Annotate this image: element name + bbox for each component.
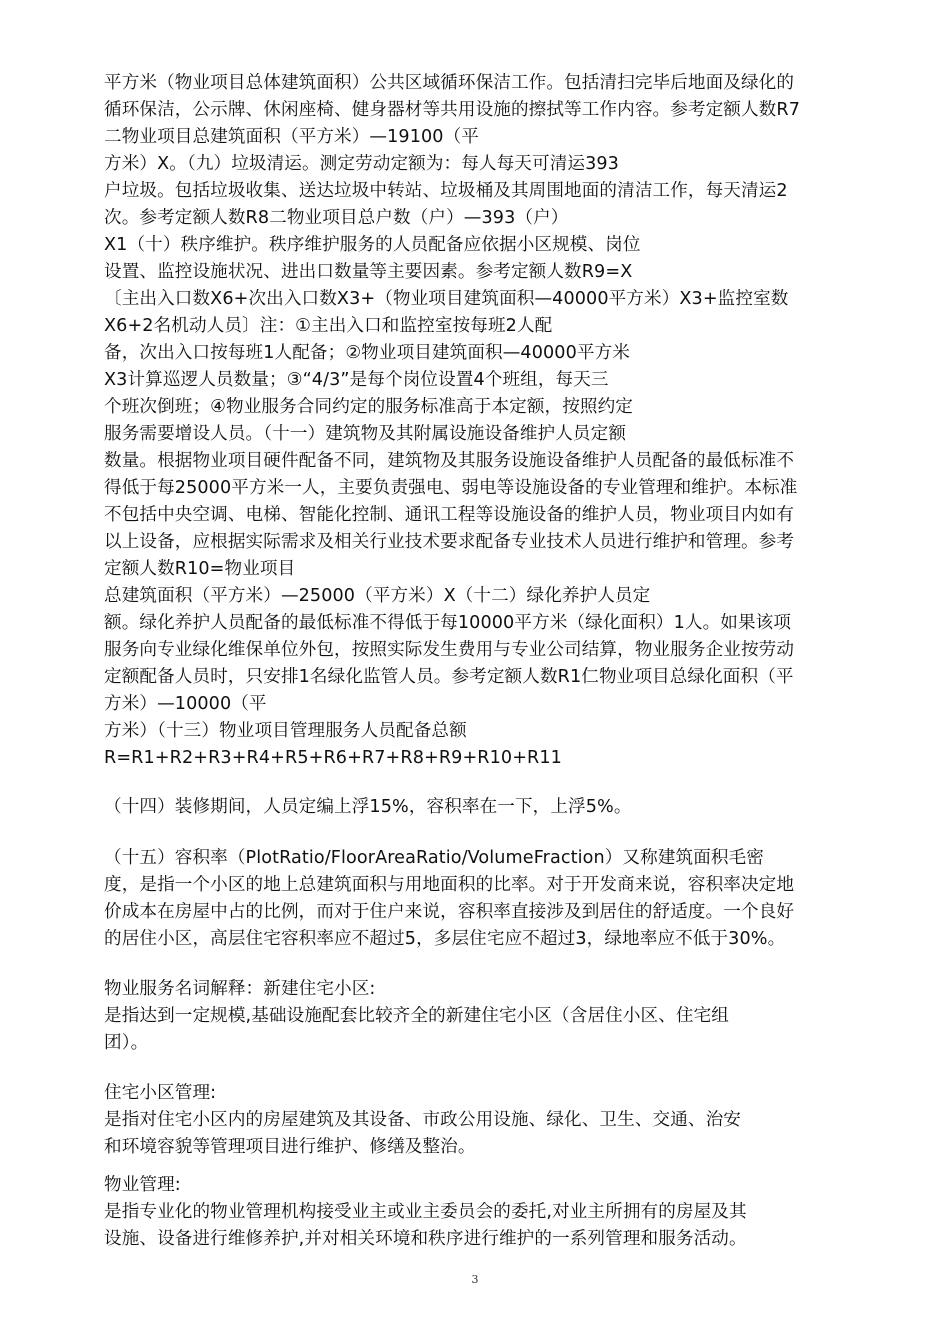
text-line: 度，是指一个小区的地上总建筑面积与用地面积的比率。对于开发商来说，容积率决定地 — [104, 875, 795, 895]
text-line: 是指专业化的物业管理机构接受业主或业主委员会的委托,对业主所拥有的房屋及其 — [104, 1202, 747, 1222]
text-line: 不包括中央空调、电梯、智能化控制、通讯工程等设施设备的维护人员，物业项目内如有 — [104, 505, 795, 525]
text-line: 方米）X。（九）垃圾清运。测定劳动定额为：每人每天可清运393 — [104, 154, 619, 174]
text-line: 服务需要增设人员。（十一）建筑物及其附属设施设备维护人员定额 — [104, 424, 627, 444]
text-line: 团）。 — [104, 1033, 149, 1053]
text-line: 定额配备人员时，只安排1名绿化监管人员。参考定额人数R1仁物业项目总绿化面积（平 — [104, 667, 794, 687]
text-line: 和环境容貌等管理项目进行维护、修缮及整治。 — [104, 1137, 476, 1157]
text-line: X6+2名机动人员〕注：①主出入口和监控室按每班2人配 — [104, 316, 553, 336]
text-line: 次。参考定额人数R8二物业项目总户数（户）—393（户） — [104, 208, 569, 228]
text-line: 个班次倒班；④物业服务合同约定的服务标准高于本定额，按照约定 — [104, 397, 633, 417]
paragraph-15: （十五）容积率（PlotRatio/FloorAreaRatio/VolumeFraction）又称建筑面积毛密 — [104, 848, 764, 868]
text-line: 平方米（物业项目总体建筑面积）公共区域循环保洁工作。包括清扫完毕后地面及绿化的 — [104, 73, 795, 93]
text-line: 价成本在房屋中占的比例，而对于住户来说，容积率直接涉及到居住的舒适度。一个良好 — [104, 902, 795, 922]
text-line: 循环保洁，公示牌、休闲座椅、健身器材等共用设施的擦拭等工作内容。参考定额人数R7 — [104, 100, 800, 120]
text-line: 总建筑面积（平方米）—25000（平方米）X（十二）绿化养护人员定 — [104, 586, 651, 606]
page-number: 3 — [471, 1273, 479, 1286]
text-line: 方米）（十三）物业项目管理服务人员配备总额 — [104, 721, 467, 741]
text-line: 设施、设备进行维修养护,并对相关环境和秩序进行维护的一系列管理和服务活动。 — [104, 1229, 747, 1249]
glossary-heading: 物业服务名词解释：新建住宅小区: — [104, 979, 376, 999]
text-line: X3计算巡逻人员数量；③“4/3”是每个岗位设置4个班组，每天三 — [104, 370, 609, 390]
text-line: 以上设备，应根据实际需求及相关行业技术要求配备专业技术人员进行维护和管理。参考 — [104, 532, 795, 552]
text-line: 设置、监控设施状况、进出口数量等主要因素。参考定额人数R9=X — [104, 262, 633, 282]
text-line: 额。绿化养护人员配备的最低标准不得低于每10000平方米（绿化面积）1人。如果该项 — [104, 613, 792, 633]
text-line: 方米）—10000（平 — [104, 694, 267, 714]
text-line: 的居住小区，高层住宅容积率应不超过5，多层住宅应不超过3，绿地率应不低于30%。 — [104, 929, 786, 949]
text-line: 服务向专业绿化维保单位外包，按照实际发生费用与专业公司结算，物业服务企业按劳动 — [104, 640, 795, 660]
text-line: 备，次出入口按每班1人配备；②物业项目建筑面积—40000平方米 — [104, 343, 630, 363]
paragraph-14: （十四）装修期间，人员定编上浮15%，容积率在一下，上浮5%。 — [104, 797, 632, 817]
term-heading: 物业管理: — [104, 1175, 181, 1195]
text-line: 得低于每25000平方米一人，主要负责强电、弱电等设施设备的专业管理和维护。本标准 — [104, 478, 798, 498]
text-line: 是指达到一定规模,基础设施配套比较齐全的新建住宅小区（含居住小区、住宅组 — [104, 1006, 729, 1026]
formula-line: R=R1+R2+R3+R4+R5+R6+R7+R8+R9+R10+R11 — [104, 748, 562, 768]
text-line: 二物业项目总建筑面积（平方米）—19100（平 — [104, 127, 479, 147]
text-line: 定额人数R10=物业项目 — [104, 559, 296, 579]
text-line: 户垃圾。包括垃圾收集、送达垃圾中转站、垃圾桶及其周围地面的清洁工作，每天清运2 — [104, 181, 788, 201]
text-line: X1（十）秩序维护。秩序维护服务的人员配备应依据小区规模、岗位 — [104, 235, 641, 255]
text-line: 数量。根据物业项目硬件配备不同，建筑物及其服务设施设备维护人员配备的最低标准不 — [104, 451, 795, 471]
text-line: 是指对住宅小区内的房屋建筑及其设备、市政公用设施、绿化、卫生、交通、治安 — [104, 1110, 741, 1130]
term-heading: 住宅小区管理: — [104, 1083, 217, 1103]
text-line: 〔主出入口数X6+次出入口数X3+（物业项目建筑面积—40000平方米）X3+监控室数 — [104, 289, 789, 309]
